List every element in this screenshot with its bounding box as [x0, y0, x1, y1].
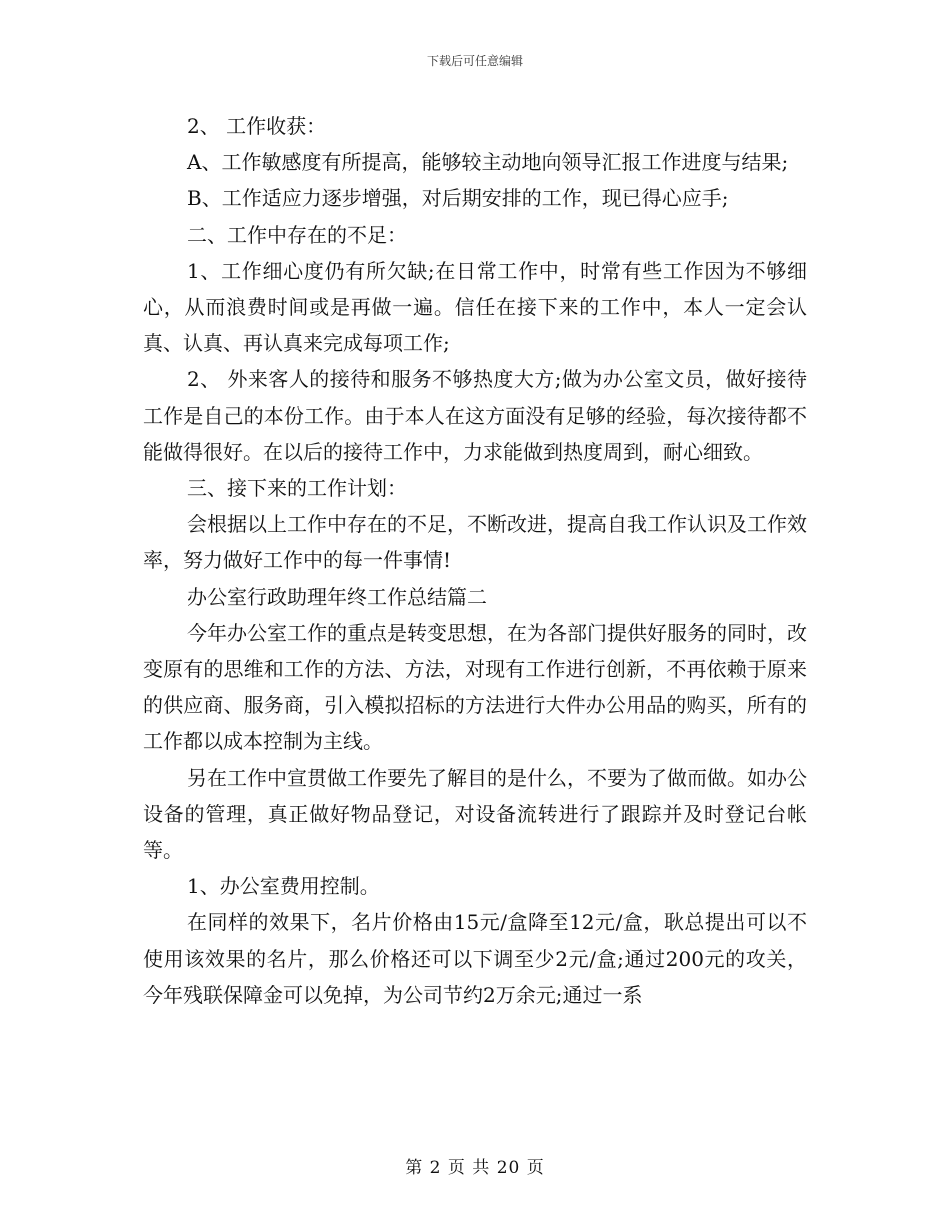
paragraph: 另在工作中宣贯做工作要先了解目的是什么，不要为了做而做。如办公设备的管理，真正做好物品登记，对设备流转进行了跟踪并及时登记台帐等。: [143, 765, 807, 863]
paragraph: 1、工作细心度仍有所欠缺;在日常工作中，时常有些工作因为不够细心，从而浪费时间或是再做一遍。信任在接下来的工作中，本人一定会认真、认真、再认真来完成每项工作;: [143, 258, 807, 356]
section-heading: 1、办公室费用控制。: [187, 874, 380, 899]
paragraph: 会根据以上工作中存在的不足，不断改进，提高自我工作认识及工作效率，努力做好工作中的每一件事情!: [143, 512, 807, 573]
paragraph: B、工作适应力逐步增强，对后期安排的工作，现已得心应手;: [187, 186, 729, 211]
paragraph: 2、 工作收获：: [187, 114, 327, 138]
page-header: 下载后可任意编辑: [426, 54, 523, 68]
page-number: 第 2 页 共 20 页: [405, 1158, 545, 1178]
paragraph: 2、 外来客人的接待和服务不够热度大方;做为办公室文员，做好接待工作是自己的本份工作。由于本人在这方面没有足够的经验，每次接待都不能做得很好。在以后的接待工作中，力求能做到热度周到，耐心细致。: [143, 367, 807, 464]
section-heading: 三、接下来的工作计划：: [187, 476, 407, 501]
section-heading: 二、工作中存在的不足：: [187, 222, 407, 247]
document-body: [143, 108, 807, 1013]
paragraph: 在同样的效果下，名片价格由15元/盒降至12元/盒，耿总提出可以不使用该效果的名片，那么价格还可以下调至少2元/盒;通过200元的攻关，今年残联保障金可以免掉，为公司节约2万余元;通过一系: [143, 910, 807, 1007]
article-title: 办公室行政助理年终工作总结篇二: [187, 584, 487, 609]
paragraph: A、工作敏感度有所提高，能够较主动地向领导汇报工作进度与结果;: [187, 150, 789, 175]
paragraph: 今年办公室工作的重点是转变思想，在为各部门提供好服务的同时，改变原有的思维和工作的方法、方法，对现有工作进行创新，不再依赖于原来的供应商、服务商，引入模拟招标的方法进行大件办公用品的购买，所有的工作都以成本控制为主线。: [143, 620, 807, 754]
